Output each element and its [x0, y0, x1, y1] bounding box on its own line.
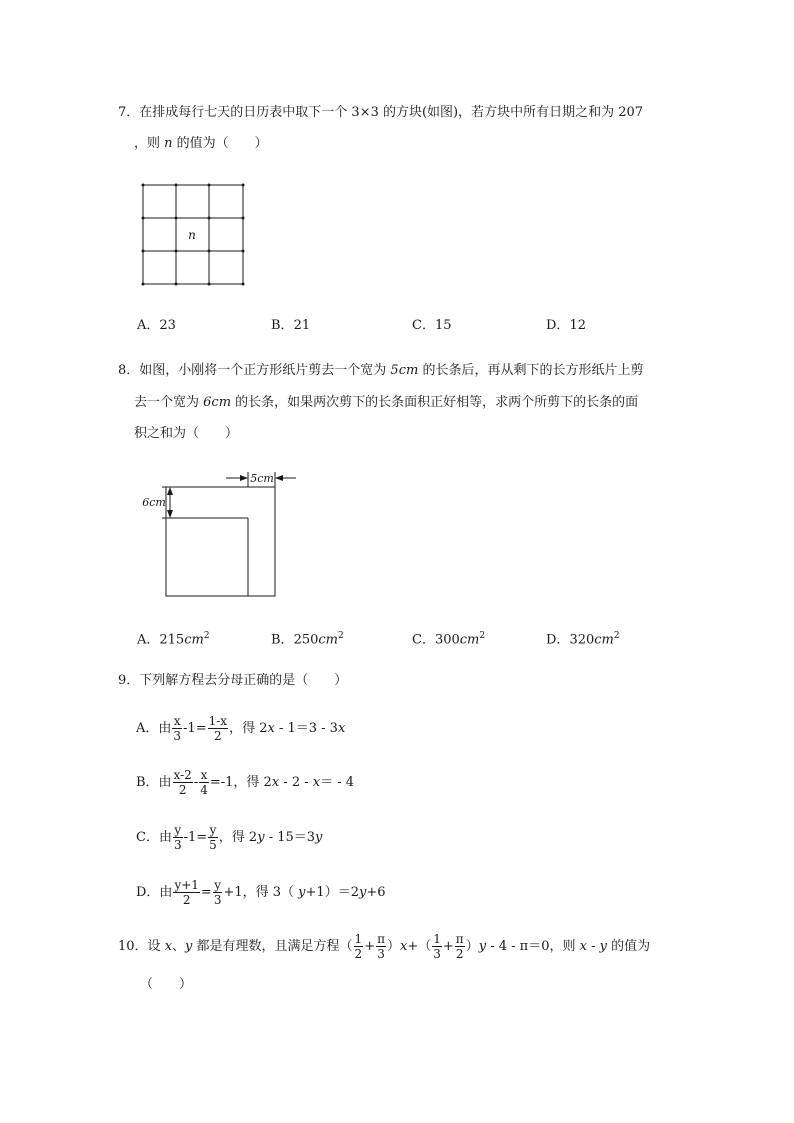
- fraction: [199, 768, 209, 797]
- q7-grid-label: n: [188, 228, 196, 242]
- q8-line1-b: 的长条后，再从剩下的长方形纸片上剪: [418, 363, 644, 378]
- fraction: [213, 878, 223, 907]
- q10-answer-paren: （ ）: [140, 977, 193, 992]
- q10-var-y: y: [185, 939, 193, 954]
- q7-var-n: n: [164, 136, 173, 151]
- q8-line2: [134, 393, 638, 413]
- fraction: [208, 823, 218, 852]
- q9-c-result-mid: - 15＝3: [264, 830, 316, 845]
- q7-line1: [118, 103, 643, 123]
- q10-t6: ）: [465, 939, 479, 954]
- q8-option-a-exp: 2: [203, 631, 210, 641]
- fraction-denominator: 2: [182, 893, 191, 907]
- q9-b-result-mid: - 2 -: [279, 775, 313, 790]
- q8-option-b-letter: B．: [271, 632, 294, 648]
- q10-t2: 、: [172, 939, 186, 954]
- q9-d-var2: y: [358, 885, 367, 900]
- fraction-numerator: y+1: [174, 878, 199, 892]
- q8-line1-unit: 5cm: [390, 363, 419, 378]
- q10-plus1: +: [364, 939, 376, 954]
- q9-b-tail: =-1: [209, 775, 234, 790]
- q7-option-a-letter: A．: [137, 318, 160, 333]
- q8-option-d-value: 320: [569, 632, 595, 648]
- fraction-denominator: 3: [173, 838, 182, 852]
- q7-option-d-letter: D．: [546, 318, 570, 333]
- q10-t7: - 4 - π＝0，则: [486, 939, 580, 954]
- fraction-numerator: x-2: [173, 768, 192, 782]
- fraction-numerator: y: [214, 878, 222, 892]
- q7-text-a: 在排成每行七天的日历表中取下一个 3×3 的方块(如图)，若方块中所有日期之和为 207: [139, 105, 644, 120]
- q8-option-a-letter: A．: [137, 632, 160, 648]
- q10-var-x: x: [164, 939, 173, 954]
- q10-t1: 设: [147, 939, 165, 954]
- q7-option-b-letter: B．: [271, 318, 294, 333]
- q8-option-a-unit: cm: [184, 632, 204, 648]
- fraction-denominator: 3: [173, 729, 182, 743]
- q8-option-b-value: 250: [293, 632, 319, 648]
- q9-a-result-pre: ，得 2: [229, 721, 268, 736]
- q8-label-5cm: 5cm: [250, 472, 274, 485]
- fraction-numerator: π: [455, 932, 464, 946]
- q8-option-d-letter: D．: [546, 632, 570, 648]
- q9-option-c: [136, 821, 322, 855]
- q9-a-result-mid: - 1＝3 - 3: [274, 721, 338, 736]
- q8-number: 8．: [118, 363, 140, 378]
- fraction: [432, 932, 442, 961]
- q9-number: 9．: [118, 673, 140, 688]
- q10-var-x: x: [400, 939, 408, 954]
- q10-t4: ）: [386, 939, 400, 954]
- fraction: [173, 768, 193, 797]
- q8-option-d-unit: cm: [594, 632, 614, 648]
- fraction-denominator: 4: [200, 783, 208, 797]
- q10-line2: [140, 975, 192, 995]
- q9-d-var1: y: [298, 885, 306, 900]
- q8-line3-text: 积之和为（ ）: [134, 426, 239, 441]
- q8-option-c-unit: cm: [459, 632, 480, 648]
- q10-t8: -: [586, 939, 600, 954]
- q10-t3: 都是有理数，且满足方程（: [192, 939, 353, 954]
- q7-option-c: [412, 316, 452, 336]
- q9-c-var1: y: [257, 830, 265, 845]
- q8-option-c: [412, 626, 485, 650]
- fraction: [208, 714, 228, 743]
- fraction: [354, 932, 364, 961]
- q9-b-letter: B．由: [136, 775, 172, 790]
- fraction: [173, 878, 199, 907]
- q9-d-result-pre: ，得 3（: [242, 885, 299, 900]
- q8-option-b-unit: cm: [318, 632, 338, 648]
- fraction-numerator: x: [173, 714, 181, 728]
- fraction-numerator: 1-x: [208, 714, 228, 728]
- q10-number: 10．: [118, 939, 148, 954]
- q9-stem-text: 下列解方程去分母正确的是（ ）: [139, 673, 348, 688]
- q7-number: 7．: [118, 105, 140, 120]
- fraction-denominator: 3: [377, 947, 385, 961]
- q8-option-b: [271, 626, 344, 650]
- q8-line2-unit: 6cm: [203, 395, 232, 410]
- q10-t9: 的值为: [606, 939, 651, 954]
- fraction-numerator: y: [209, 823, 217, 837]
- q7-option-d-value: 12: [569, 318, 586, 333]
- fraction-denominator: 3: [433, 947, 441, 961]
- fraction-denominator: 3: [213, 893, 222, 907]
- q10-plus2: +: [442, 939, 454, 954]
- fraction-numerator: 1: [433, 932, 441, 946]
- q9-option-b: [136, 766, 354, 800]
- q8-line3: [134, 424, 238, 444]
- q7-option-b: [271, 316, 310, 336]
- q9-b-var1: x: [271, 775, 280, 790]
- fraction-denominator: 2: [178, 783, 187, 797]
- fraction-denominator: 5: [209, 838, 217, 852]
- q9-d-result-post: +6: [366, 885, 386, 900]
- q10-line1: [118, 930, 650, 964]
- q7-option-b-value: 21: [293, 318, 311, 333]
- q9-b-result-post: ＝ - 4: [320, 775, 355, 790]
- q7-option-a: [137, 316, 176, 336]
- q9-a-letter: A．由: [136, 721, 172, 736]
- q8-line1-a: 如图，小刚将一个正方形纸片剪去一个宽为: [139, 363, 391, 378]
- q8-line2-a: 去一个宽为: [134, 395, 204, 410]
- q8-option-d-exp: 2: [613, 631, 620, 641]
- q8-option-b-exp: 2: [338, 631, 344, 641]
- q9-d-result-mid: +1）＝2: [305, 885, 359, 900]
- fraction-numerator: 1: [354, 932, 363, 946]
- q9-c-result-pre: ，得 2: [218, 830, 258, 845]
- q8-option-a-value: 215: [159, 632, 185, 648]
- q9-d-mid: =: [200, 885, 212, 900]
- q8-option-d: [546, 626, 620, 650]
- q7-option-c-value: 15: [434, 318, 452, 333]
- q9-d-tail: +1: [223, 885, 243, 900]
- q8-option-a: [137, 626, 210, 650]
- q9-option-a: [136, 712, 345, 746]
- q9-b-var2: x: [312, 775, 321, 790]
- q9-c-mid: -1=: [183, 830, 208, 845]
- q7-option-a-value: 23: [159, 318, 176, 333]
- q7-text-b-post: 的值为（ ）: [172, 136, 268, 151]
- q8-label-6cm: 6cm: [142, 496, 166, 509]
- q7-line2: [134, 134, 268, 154]
- q9-b-result-pre: ，得 2: [233, 775, 272, 790]
- fraction-denominator: 2: [354, 947, 363, 961]
- fraction-denominator: 2: [214, 729, 222, 743]
- q7-text-b-pre: ，则: [134, 136, 165, 151]
- fraction-numerator: x: [200, 768, 208, 782]
- q10-var-x: x: [579, 939, 587, 954]
- fraction-numerator: y: [174, 823, 182, 837]
- q7-option-c-letter: C．: [412, 318, 435, 333]
- q10-t5: +（: [407, 939, 432, 954]
- fraction: [376, 932, 386, 961]
- q9-option-d: [136, 876, 386, 910]
- q9-a-var1: x: [267, 721, 275, 736]
- q7-calendar-grid: [140, 182, 248, 288]
- q9-a-var2: x: [337, 721, 346, 736]
- q9-a-mid: -1=: [183, 721, 207, 736]
- q8-option-c-letter: C．: [412, 632, 435, 648]
- q10-var-y: y: [599, 939, 607, 954]
- fraction: [172, 714, 182, 743]
- q9-c-letter: C．由: [136, 830, 172, 845]
- q8-option-c-exp: 2: [479, 631, 486, 641]
- q8-option-c-value: 300: [434, 632, 460, 648]
- q10-var-y: y: [478, 939, 487, 954]
- q8-line1: [118, 361, 643, 381]
- fraction: [455, 932, 465, 961]
- q8-paper-diagram: [138, 468, 302, 600]
- q9-b-mid: -: [193, 775, 199, 790]
- q9-stem: [118, 671, 347, 691]
- fraction-denominator: 2: [455, 947, 464, 961]
- fraction: [173, 823, 183, 852]
- q9-c-var2: y: [315, 830, 323, 845]
- q9-d-letter: D．由: [136, 885, 173, 900]
- q8-line2-b: 的长条，如果两次剪下的长条面积正好相等，求两个所剪下的长条的面: [231, 395, 639, 410]
- fraction-numerator: π: [377, 932, 385, 946]
- q7-option-d: [546, 316, 586, 336]
